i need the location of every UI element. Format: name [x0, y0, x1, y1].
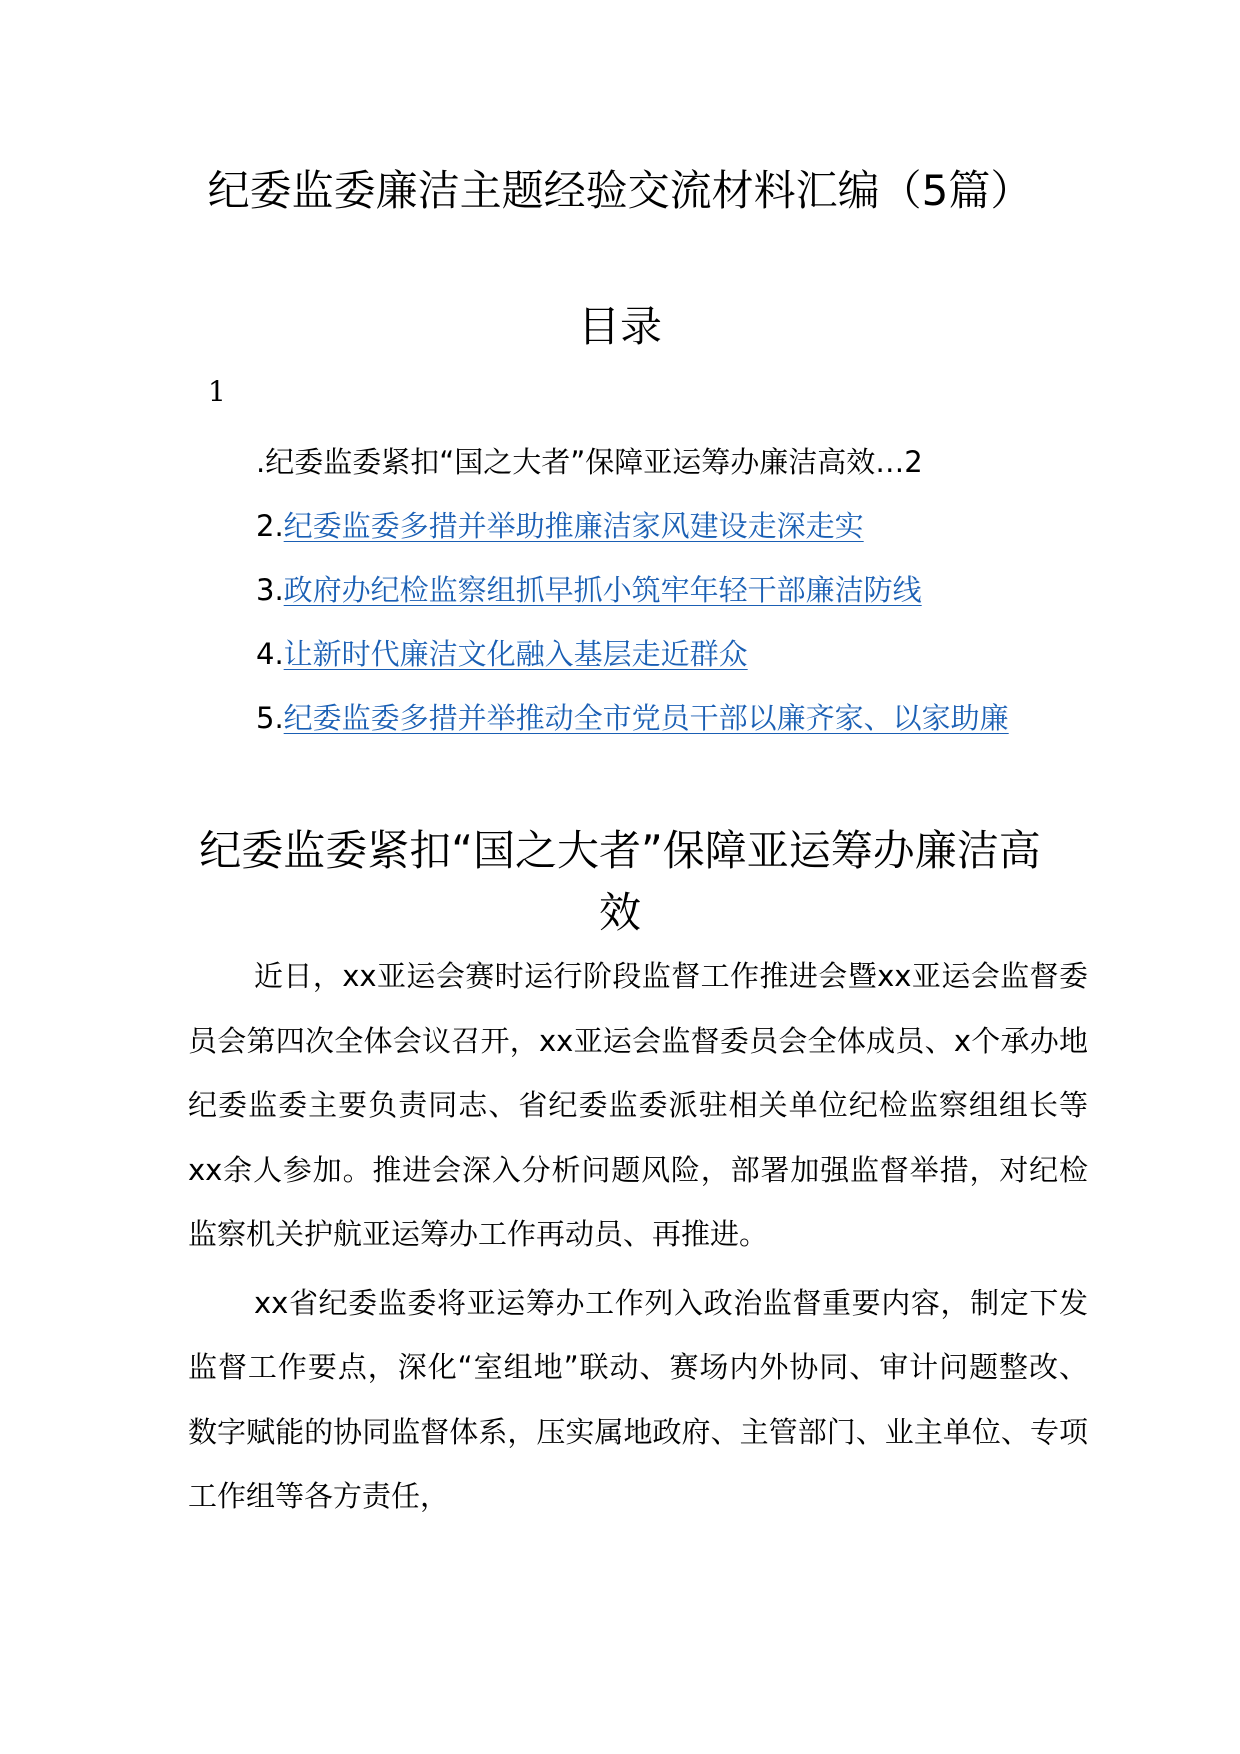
- toc-item-number: 2.: [256, 509, 284, 543]
- toc-page-marker: 1: [208, 375, 226, 408]
- toc-link-3[interactable]: 政府办纪检监察组抓早抓小筑牢年轻干部廉洁防线: [283, 573, 922, 607]
- article-paragraph-1: 近日，xx亚运会赛时运行阶段监督工作推进会暨xx亚运会监督委员会第四次全体会议召开，xx亚运会监督委员会全体成员、x个承办地纪委监委主要负责同志、省纪委监委派驻相关单位纪检监察组组长等xx余人参加。推进会深入分析问题风险，部署加强监督举措，对纪检监察机关护航亚运筹办工作再动员、再推进。: [188, 959, 1088, 1251]
- toc-item-2[interactable]: [188, 494, 1088, 558]
- article-body: [188, 944, 1088, 1529]
- toc-link-2[interactable]: 纪委监委多措并举助推廉洁家风建设走深走实: [283, 509, 864, 543]
- toc-heading: 目录: [577, 302, 662, 351]
- toc-item-number: 4.: [256, 637, 284, 671]
- toc-item-number: 5.: [256, 701, 284, 735]
- toc-item-4[interactable]: [188, 622, 1088, 686]
- toc-item-number: 3.: [256, 573, 284, 607]
- toc-link-5[interactable]: 纪委监委多措并举推动全市党员干部以廉齐家、以家助廉: [283, 701, 1009, 735]
- toc-link-4[interactable]: 让新时代廉洁文化融入基层走近群众: [283, 637, 748, 671]
- toc-item-1: [188, 430, 1088, 494]
- article-title: 纪委监委紧扣“国之大者”保障亚运筹办廉洁高效: [199, 826, 1041, 937]
- toc-item-5[interactable]: [188, 686, 1088, 750]
- table-of-contents: [188, 430, 1088, 750]
- document-title: 纪委监委廉洁主题经验交流材料汇编（5篇）: [207, 166, 1033, 215]
- toc-item-text: .纪委监委紧扣“国之大者”保障亚运筹办廉洁高效…2: [256, 445, 923, 479]
- toc-item-3[interactable]: [188, 558, 1088, 622]
- article-paragraph-2: xx省纪委监委将亚运筹办工作列入政治监督重要内容，制定下发监督工作要点，深化“室组地”联动、赛场内外协同、审计问题整改、数字赋能的协同监督体系，压实属地政府、主管部门、业主单位、专项工作组等各方责任，: [188, 1285, 1088, 1513]
